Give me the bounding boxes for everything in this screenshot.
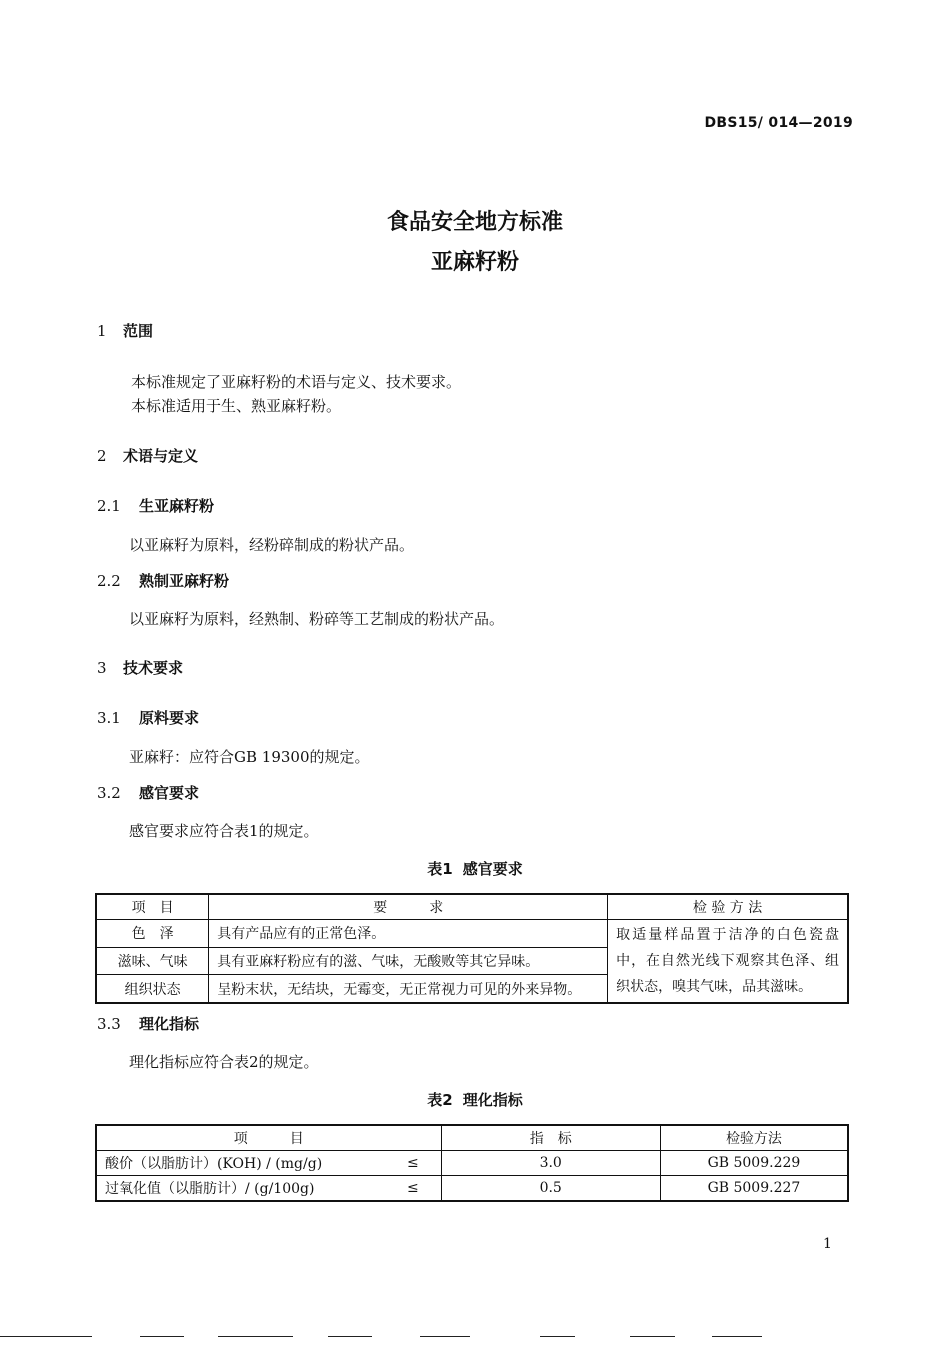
- section-title: 术语与定义: [123, 447, 199, 465]
- document-subtitle: 亚麻籽粉: [430, 250, 519, 275]
- section-title: 生亚麻籽粉: [139, 497, 215, 515]
- item-cell: 滋味、气味: [96, 947, 209, 975]
- scan-edge-line: [328, 1336, 372, 1337]
- header-cell: 检验方法: [660, 1125, 848, 1151]
- scan-edge-line: [140, 1336, 184, 1337]
- paragraph: 本标准适用于生、熟亚麻籽粉。: [131, 397, 342, 415]
- table-row: [96, 1151, 848, 1176]
- physicochemical-indicators-table: [95, 1124, 849, 1202]
- section-number: 2: [97, 447, 107, 465]
- header-cell: 项 目: [96, 894, 209, 920]
- section-number: 3.2: [97, 784, 121, 802]
- table-2-caption: [0, 1089, 950, 1110]
- scan-edge-line: [0, 1336, 92, 1337]
- header-cell: 要 求: [209, 894, 608, 920]
- section-3-2-heading: [97, 782, 199, 803]
- table-row: [96, 920, 848, 948]
- section-number: 2.2: [97, 572, 121, 590]
- paragraph: 以亚麻籽为原料，经粉碎制成的粉状产品。: [129, 536, 415, 554]
- section-number: 3: [97, 659, 107, 677]
- item-cell: 组织状态: [96, 975, 209, 1003]
- requirement-cell: 具有产品应有的正常色泽。: [209, 920, 608, 948]
- scan-edge-line: [712, 1336, 762, 1337]
- caption-title: 理化指标: [462, 1091, 523, 1109]
- document-code: DBS15/ 014—2019: [704, 115, 853, 131]
- requirement-cell: 具有亚麻籽粉应有的滋、气味，无酸败等其它异味。: [209, 947, 608, 975]
- section-title: 原料要求: [139, 709, 200, 727]
- section-1-heading: [97, 320, 153, 341]
- page-number: 1: [823, 1236, 832, 1252]
- paragraph: 本标准规定了亚麻籽粉的术语与定义、技术要求。: [131, 373, 462, 391]
- section-number: 3.3: [97, 1015, 121, 1033]
- method-cell: 取适量样品置于洁净的白色瓷盘中，在自然光线下观察其色泽、组织状态，嗅其气味，品其滋味。: [608, 920, 848, 1004]
- section-3-heading: [97, 657, 183, 678]
- section-title: 熟制亚麻籽粉: [139, 572, 230, 590]
- item-cell: 酸价（以脂肪计）(KOH) / (mg/g): [96, 1151, 385, 1176]
- paragraph: 亚麻籽：应符合GB 19300的规定。: [129, 748, 370, 766]
- table-header-row: [96, 1125, 848, 1151]
- paragraph: 以亚麻籽为原料，经熟制、粉碎等工艺制成的粉状产品。: [129, 610, 505, 628]
- section-title: 范围: [123, 322, 154, 340]
- value-cell: 3.0: [441, 1151, 660, 1176]
- section-title: 技术要求: [123, 659, 184, 677]
- scan-edge-line: [540, 1336, 575, 1337]
- section-2-2-heading: [97, 570, 229, 591]
- operator-cell: ≤: [385, 1176, 441, 1202]
- section-title: 理化指标: [139, 1015, 200, 1033]
- item-cell: 过氧化值（以脂肪计）/ (g/100g): [96, 1176, 385, 1202]
- section-number: 2.1: [97, 497, 121, 515]
- scan-edge-line: [630, 1336, 675, 1337]
- section-title: 感官要求: [139, 784, 200, 802]
- section-2-1-heading: [97, 495, 214, 516]
- operator-cell: ≤: [385, 1151, 441, 1176]
- document-title: 食品安全地方标准: [386, 210, 563, 235]
- caption-number: 表1: [427, 860, 453, 878]
- caption-title: 感官要求: [462, 860, 523, 878]
- scan-edge-line: [218, 1336, 293, 1337]
- header-cell: 检 验 方 法: [608, 894, 848, 920]
- section-3-1-heading: [97, 707, 199, 728]
- section-2-heading: [97, 445, 198, 466]
- method-cell: GB 5009.227: [660, 1176, 848, 1202]
- scan-edge-line: [420, 1336, 470, 1337]
- header-cell: 项 目: [96, 1125, 441, 1151]
- item-cell: 色 泽: [96, 920, 209, 948]
- section-number: 3.1: [97, 709, 121, 727]
- section-number: 1: [97, 322, 107, 340]
- section-3-3-heading: [97, 1013, 199, 1034]
- value-cell: 0.5: [441, 1176, 660, 1202]
- requirement-cell: 呈粉末状，无结块，无霉变，无正常视力可见的外来异物。: [209, 975, 608, 1003]
- paragraph: 理化指标应符合表2的规定。: [129, 1053, 319, 1071]
- paragraph: 感官要求应符合表1的规定。: [129, 822, 319, 840]
- sensory-requirements-table: [95, 893, 849, 1004]
- method-cell: GB 5009.229: [660, 1151, 848, 1176]
- table-header-row: [96, 894, 848, 920]
- table-1-caption: [0, 858, 950, 879]
- header-cell: 指 标: [441, 1125, 660, 1151]
- caption-number: 表2: [427, 1091, 453, 1109]
- table-row: [96, 1176, 848, 1202]
